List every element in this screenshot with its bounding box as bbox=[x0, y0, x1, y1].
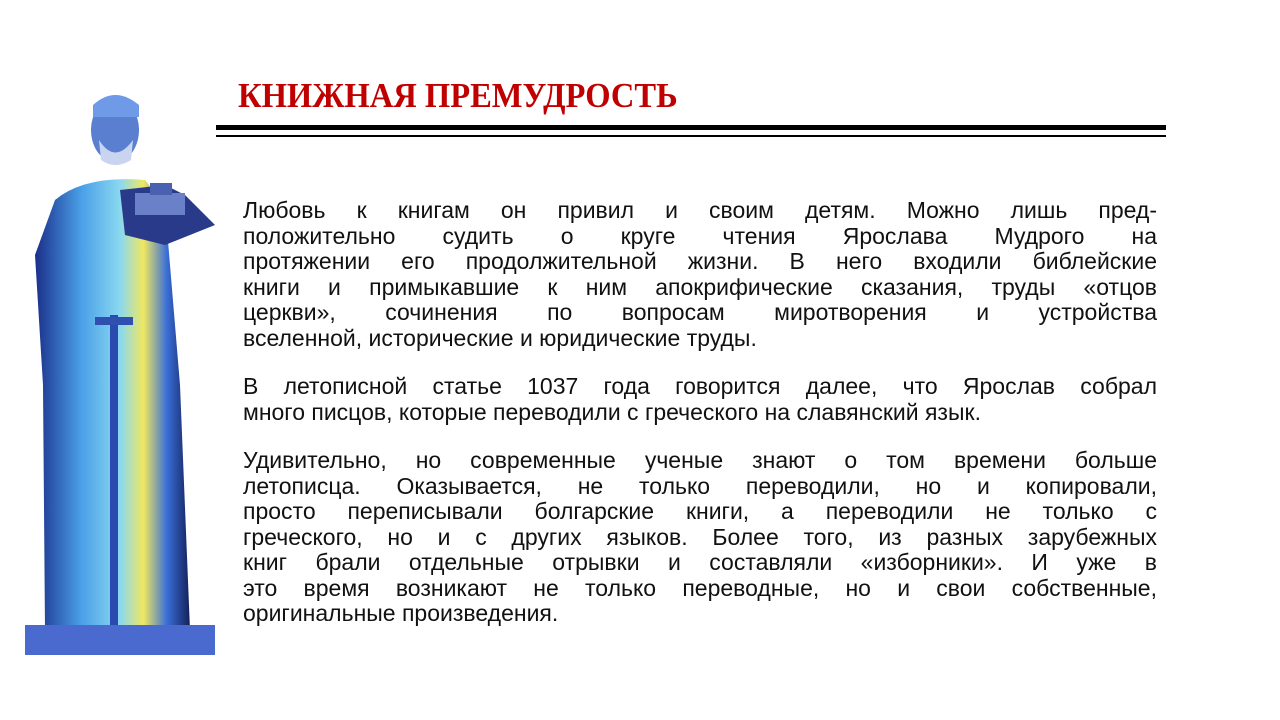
text-line: протяжении его продолжительной жизни. В него входили библейские bbox=[243, 248, 1157, 274]
title-rule-thick bbox=[216, 125, 1166, 130]
statue-pedestal bbox=[25, 625, 215, 655]
paragraph-1 bbox=[243, 198, 1157, 351]
text-line: книги и примыкавшие к ним апокрифические сказания, труды «отцов bbox=[243, 273, 1157, 300]
paragraph-2 bbox=[243, 374, 1157, 425]
slide-body bbox=[243, 198, 1157, 650]
title-rule-thin bbox=[216, 135, 1166, 137]
text-line: летописца. Оказывается, не только переводили, но и копировали, bbox=[243, 472, 1157, 499]
text-line: положительно судить о круге чтения Ярослава Мудрого на bbox=[243, 222, 1157, 249]
text-line: просто переписывали болгарские книги, а переводили не только с bbox=[243, 498, 1157, 524]
statue-sword bbox=[110, 315, 118, 625]
slide-title: КНИЖНАЯ ПРЕМУДРОСТЬ bbox=[238, 76, 678, 115]
text-line: много писцов, которые переводили с греческого на славянский язык. bbox=[243, 398, 981, 425]
text-line: Удивительно, но современные ученые знают о том времени больше bbox=[243, 447, 1157, 473]
paragraph-3 bbox=[243, 448, 1157, 627]
text-line: Любовь к книгам он привил и своим детям. Можно лишь пред- bbox=[243, 197, 1157, 223]
text-line: церкви», сочинения по вопросам миротворения и устройства bbox=[243, 299, 1157, 325]
text-line: это время возникают не только переводные, но и свои собственные, bbox=[243, 574, 1157, 601]
text-line: книг брали отдельные отрывки и составляли «изборники». И уже в bbox=[243, 549, 1157, 575]
text-line: греческого, но и с других языков. Более того, из разных зарубежных bbox=[243, 523, 1157, 550]
text-line: оригинальные произведения. bbox=[243, 600, 559, 626]
statue-image bbox=[15, 85, 225, 660]
text-line: В летописной статье 1037 года говорится далее, что Ярослав собрал bbox=[243, 373, 1157, 399]
text-line: вселенной, исторические и юридические труды. bbox=[243, 324, 757, 351]
